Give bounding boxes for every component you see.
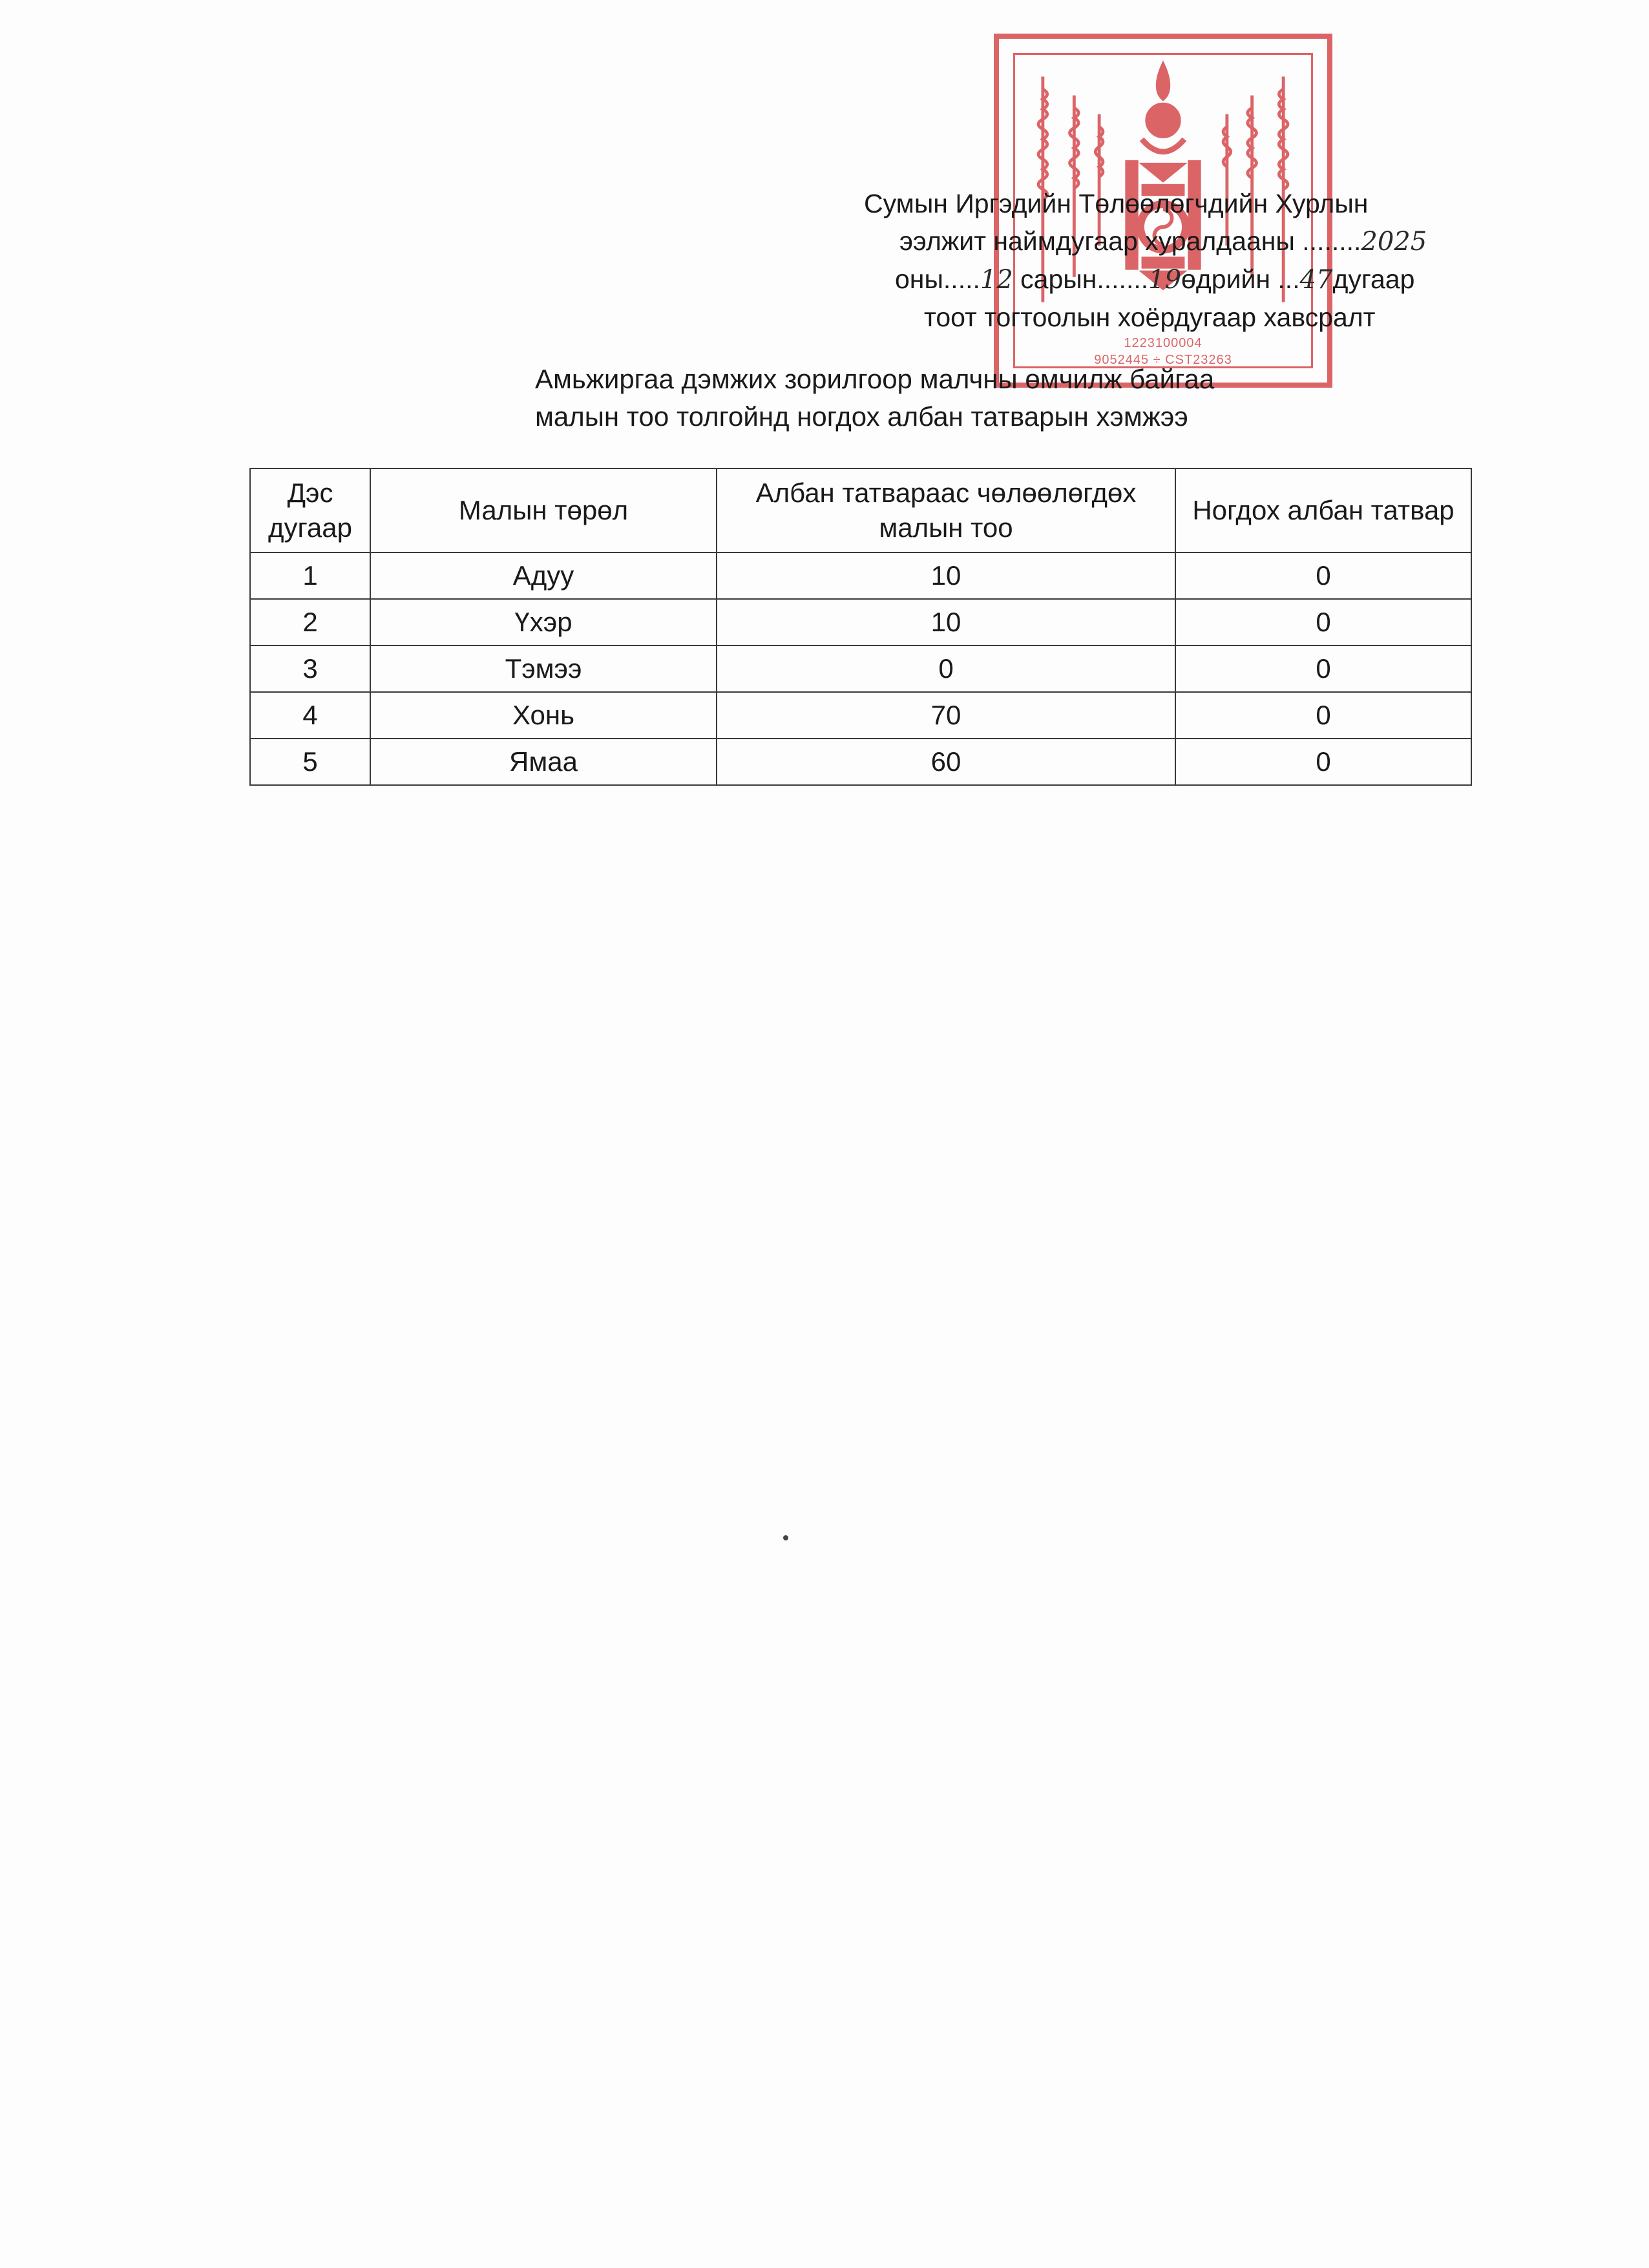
cell-livestock-type: Үхэр bbox=[370, 599, 717, 646]
cell-exempt-count: 60 bbox=[717, 739, 1175, 785]
header-livestock-type: Малын төрөл bbox=[370, 468, 717, 552]
table-row bbox=[250, 599, 1471, 646]
livestock-tax-table-wrapper bbox=[249, 468, 1471, 786]
handwritten-day: 19 bbox=[1148, 265, 1182, 295]
cell-tax-due: 0 bbox=[1175, 646, 1471, 692]
table-row bbox=[250, 692, 1471, 739]
cell-exempt-count: 10 bbox=[717, 552, 1175, 599]
cell-seq-no: 5 bbox=[250, 739, 370, 785]
annex-line-3-b: сарын....... bbox=[1013, 264, 1149, 294]
cell-livestock-type: Адуу bbox=[370, 552, 717, 599]
livestock-tax-table bbox=[249, 468, 1472, 786]
title-line-2: малын тоо толгойнд ногдох албан татварын хэмжээ bbox=[535, 401, 1188, 432]
table-row bbox=[250, 739, 1471, 785]
cell-seq-no: 2 bbox=[250, 599, 370, 646]
cell-exempt-count: 10 bbox=[717, 599, 1175, 646]
header-seq-no: Дэс дугаар bbox=[250, 468, 370, 552]
cell-exempt-count: 70 bbox=[717, 692, 1175, 739]
handwritten-month: 12 bbox=[980, 265, 1013, 295]
table-header-row bbox=[250, 468, 1471, 552]
cell-livestock-type: Тэмээ bbox=[370, 646, 717, 692]
cell-seq-no: 1 bbox=[250, 552, 370, 599]
cell-seq-no: 3 bbox=[250, 646, 370, 692]
handwritten-year: 2025 bbox=[1361, 227, 1427, 257]
title-line-1: Амьжиргаа дэмжих зорилгоор малчны өмчилж байгаа bbox=[535, 364, 1215, 394]
annex-line-3-d: дугаар bbox=[1332, 264, 1415, 294]
annex-line-4: тоот тогтоолын хоёрдугаар хавсралт bbox=[924, 302, 1376, 332]
table-row bbox=[250, 646, 1471, 692]
cell-tax-due: 0 bbox=[1175, 599, 1471, 646]
stamp-code-1: 1223100004 bbox=[1124, 336, 1203, 350]
header-tax-due: Ногдох албан татвар bbox=[1175, 468, 1471, 552]
cell-tax-due: 0 bbox=[1175, 739, 1471, 785]
table-row bbox=[250, 552, 1471, 599]
annex-line-2-text: ээлжит наймдугаар хуралдааны ........ bbox=[899, 226, 1361, 256]
cell-livestock-type: Хонь bbox=[370, 692, 717, 739]
document-title bbox=[535, 361, 1375, 436]
annex-line-3 bbox=[808, 260, 1454, 299]
cell-seq-no: 4 bbox=[250, 692, 370, 739]
cell-tax-due: 0 bbox=[1175, 552, 1471, 599]
header-exempt-count: Албан татвараас чөлөөлөгдөх малын тоо bbox=[717, 468, 1175, 552]
cell-exempt-count: 0 bbox=[717, 646, 1175, 692]
annex-reference bbox=[808, 185, 1454, 336]
annex-line-3-c: өдрийн ... bbox=[1181, 264, 1300, 294]
annex-line-2 bbox=[808, 222, 1454, 260]
stamp-code-2: 9052445 ÷ CST23263 bbox=[1094, 353, 1232, 367]
cell-livestock-type: Ямаа bbox=[370, 739, 717, 785]
handwritten-number: 47 bbox=[1299, 265, 1333, 295]
annex-line-3-a: оны..... bbox=[895, 264, 980, 294]
cell-tax-due: 0 bbox=[1175, 692, 1471, 739]
annex-line-1: Сумын Иргэдийн Төлөөлөгчдийн Хурлын bbox=[864, 189, 1369, 218]
scan-speck bbox=[783, 1535, 788, 1540]
